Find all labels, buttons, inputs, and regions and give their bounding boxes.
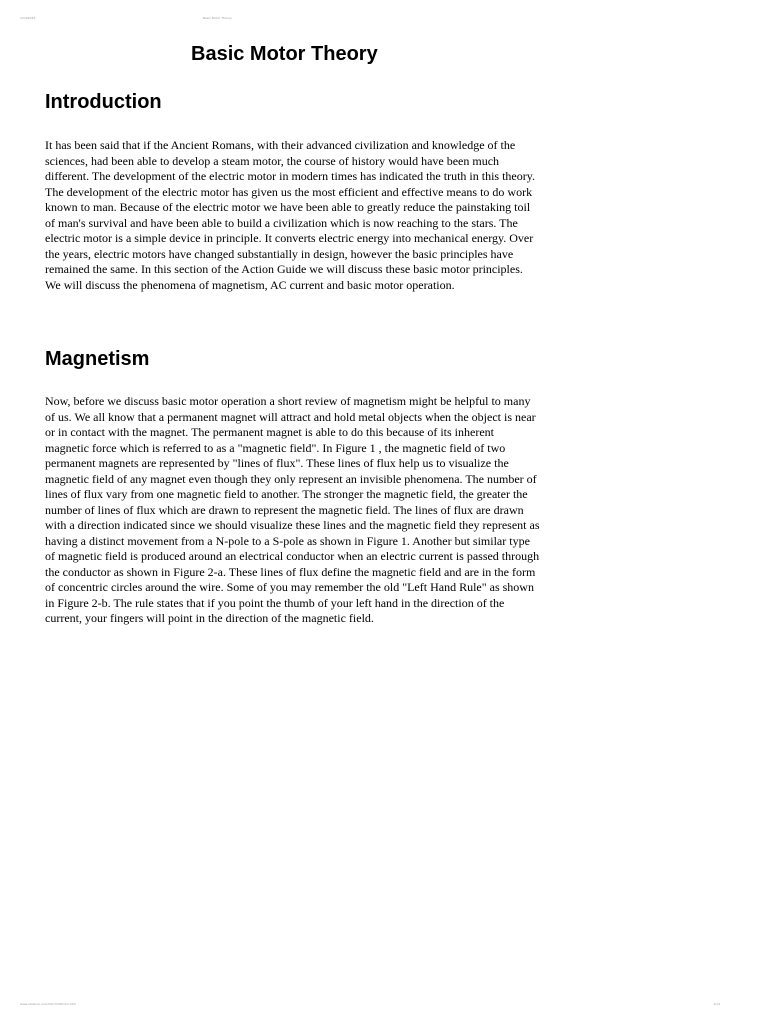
print-header	[0, 16, 768, 24]
section-heading-introduction: Introduction	[45, 91, 162, 113]
section-heading-magnetism: Magnetism	[45, 348, 150, 370]
print-url: www.reliance.com/mtr/mtrthrmn.htm	[20, 1002, 77, 1006]
introduction-paragraph: It has been said that if the Ancient Romans, with their advanced civilization and knowledge of the sciences, had been able to develop a steam motor, the course of history would have been much different. The development of the electric motor in modern times has indicated the truth in this theory. The development of the electric motor has given us the most efficient and effective means to do work known to man. Because of the electric motor we have been able to greatly reduce the painstaking toil of man's survival and have been able to build a civilization which is now reaching to the stars. The electric motor is a simple device in principle. It converts electric energy into mechanical energy. Over the years, electric motors have changed substantially in design, however the basic principles have remained the same. In this section of the Action Guide we will discuss these basic motor principles. We will discuss the phenomena of magnetism, AC current and basic motor operation.	[45, 138, 535, 292]
print-footer	[0, 1002, 768, 1010]
page-title: Basic Motor Theory	[191, 43, 378, 65]
print-date: 12/4/2015	[20, 16, 36, 20]
magnetism-paragraph: Now, before we discuss basic motor operation a short review of magnetism might be helpful to many of us. We all know that a permanent magnet will attract and hold metal objects when the object is near or in contact with the magnet. The permanent magnet is able to do this because of its inherent magnetic force which is referred to as a "magnetic field". In Figure 1 , the magnetic field of two permanent magnets are represented by "lines of flux". These lines of flux help us to visualize the magnetic field of any magnet even though they only represent an invisible phenomena. The number of lines of flux vary from one magnetic field to another. The stronger the magnetic field, the greater the number of lines of flux which are drawn to represent the magnetic field. The lines of flux are drawn with a direction indicated since we should visualize these lines and the magnetic field they represent as having a distinct movement from a N-pole to a S-pole as shown in Figure 1. Another but similar type of magnetic field is produced around an electrical conductor when an electric current is passed through the conductor as shown in Figure 2-a. These lines of flux define the magnetic field and are in the form of concentric circles around the wire. Some of you may remember the old "Left Hand Rule" as shown in Figure 2-b. The rule states that if you point the thumb of your left hand in the direction of the current, your fingers will point in the direction of the magnetic field.	[45, 394, 540, 625]
print-page-title: Basic Motor Theory	[203, 16, 232, 20]
print-page-number: 1/14	[713, 1002, 720, 1006]
